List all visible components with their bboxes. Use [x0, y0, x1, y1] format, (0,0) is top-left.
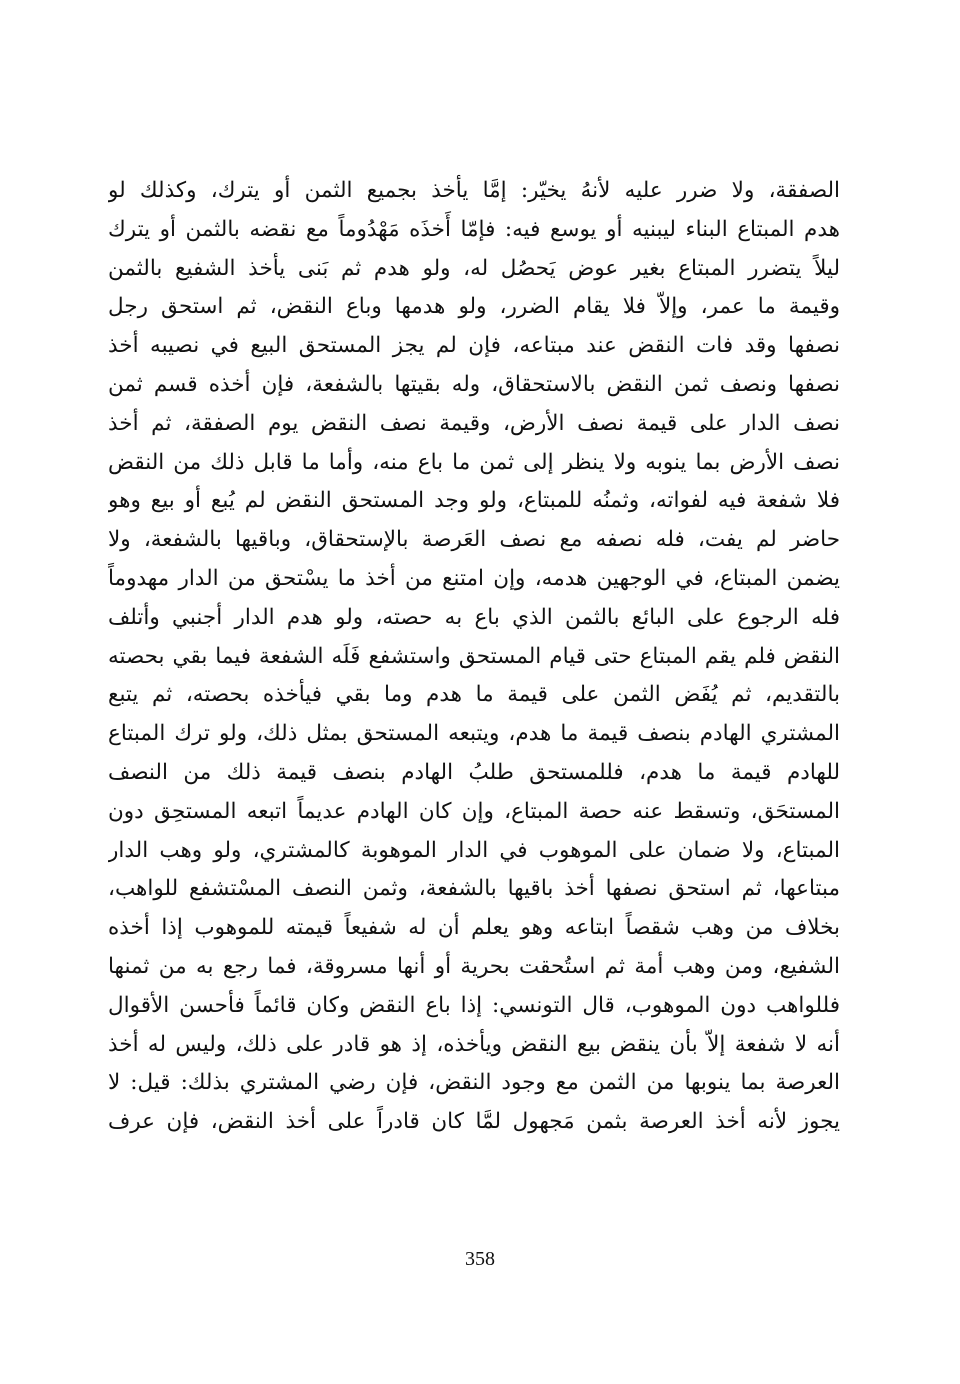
text-line: النقض فلم يقم المبتاع حتى قيام المستحق واستشفع فَلَه الشفعة فيما بقي بحصته — [108, 643, 840, 669]
page-number: 358 — [465, 1248, 495, 1270]
text-line: فله الرجوع على البائع بالثمن الذي باع به حصته، ولو هدم الدار أجنبي وأتلف — [108, 604, 840, 630]
text-line: بخلاف من وهب شقصاً ابتاعه وهو يعلم أن له شفيعاً قيمته للموهوب إذا أخذه — [108, 915, 840, 941]
text-line: المبتاع، ولا ضمان على الموهوب في الدار الموهوبة كالمشتري، ولو وهب الدار — [108, 837, 840, 863]
body-text — [108, 172, 840, 1142]
text-line: مبتاعها، ثم استحق نصفها أخذ باقيها بالشفعة، وثمن النصف المسْتشفع للواهب، — [108, 876, 840, 902]
text-line: ليلاً يتضرر المبتاع بغير عوض يَحصُل له، ولو هدم ثم بَنى يأخذ الشفيع بالثمن — [108, 255, 840, 281]
text-line: فللواهب دون الموهوب، قال التونسي: إذا باع النقض وكان قائماً فأحسن الأقوال — [108, 992, 840, 1018]
text-line: أنه لا شفعة إلاّ بأن ينقض بيع النقض ويأخذه، إذ هو قادر على ذلك، وليس له أخذ — [108, 1031, 840, 1057]
text-line: يضمن المبتاع، في الوجهين هدمه، وإن امتنع من أخذ ما يسْتحق من الدار مهدوماً — [108, 565, 840, 591]
text-line: الصفقة، ولا ضرر عليه لأنهُ يخيّر: إمَّا يأخذ بجميع الثمن أو يترك، وكذلك لو — [108, 178, 840, 203]
text-line: الشفيع، ومن وهب أمة ثم استُحقت بحرية أو أنها مسروقة، فما رجع به من ثمنها — [108, 953, 840, 979]
text-line: نصف الأرض بما ينوبه ولا ينظر إلى ثمن ما باع منه، وأما ما قابل ذلك من النقض — [108, 449, 840, 475]
text-line: نصفها ونصف ثمن النقض بالاستحقاق، وله بقيتها بالشفعة، فإن أخذه قسم ثمن — [108, 371, 840, 397]
text-line: حاضر لم يفت، فله نصفه مع نصف العَرصة بالإستحقاق، وباقيها بالشفعة، ولا — [108, 527, 840, 553]
text-line: يجوز لأنه أخذ العرصة بثمن مَجهول لمَّا كان قادراً على أخذ النقض، فإن عرف — [108, 1109, 840, 1135]
text-line: فلا شفعة فيه لفواته، وثمنُه للمبتاع، ولو وجد المستحق النقض لم يُبع أو بيع وهو — [108, 488, 840, 514]
text-line: نصف الدار على قيمة نصف الأرض، وقيمة نصف النقض يوم الصفقة، ثم أخذ — [108, 410, 840, 436]
text-line: العرصة بما ينوبها من الثمن مع وجود النقض، فإن رضي المشتري بذلك: قيل: لا — [108, 1070, 840, 1096]
text-line: بالتقديم، ثم يُفَض الثمن على قيمة ما هدم وما بقي فيأخذه بحصته، ثم يتبع — [108, 682, 840, 708]
text-line: وقيمة ما عمر، وإلاّ فلا يقام الضرر، ولو هدمها وباع النقض، ثم استحق رجل — [108, 294, 840, 320]
text-line: المستحَق، وتسقط عنه حصة المبتاع، وإن كان الهادم عديماً اتبعه المستحِق دون — [108, 798, 840, 824]
text-line: المشتري الهادم بنصف قيمة ما هدم، ويتبعه المستحق بمثل ذلك، ولو ترك المبتاع — [108, 721, 840, 747]
text-line: للهادم قيمة ما هدم، فللمستحق طلبُ الهادم بنصف قيمة ذلك من النصف — [108, 759, 840, 785]
text-line: نصفها وقد فات النقض عند مبتاعه، فإن لم يجز المستحق البيع في نصيبه أخذ — [108, 333, 840, 359]
text-line: هدم المبتاع البناء ليبنيه أو يوسع فيه: فإمّا أَخذَه مَهْدُوماً مع نقضه بالثمن أو يترك — [108, 216, 840, 242]
